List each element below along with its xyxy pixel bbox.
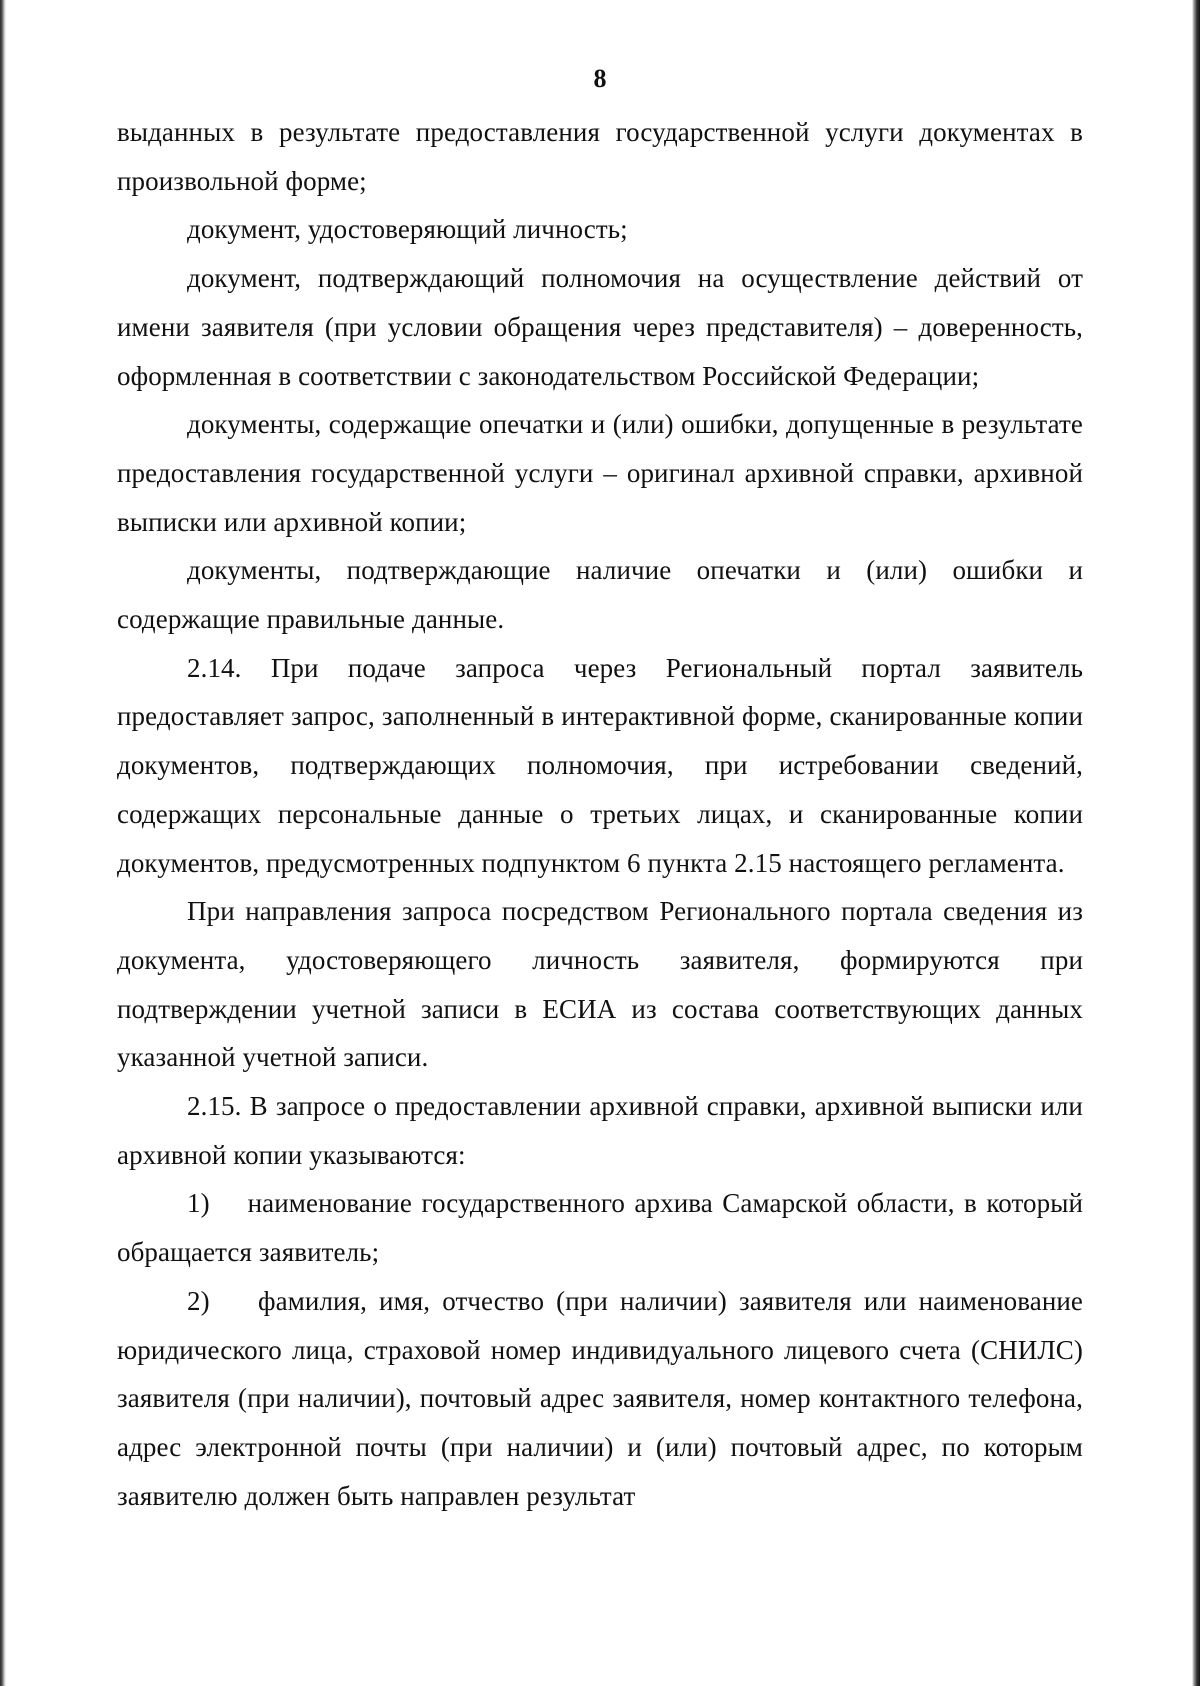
paragraph-2-15: 2.15. В запросе о предоставлении архивной справки, архивной выписки или архивной копии указываются: <box>117 1091 1083 1170</box>
list-item-1: 1) наименование государственного архива Самарской области, в который обращается заявитель; <box>117 1188 1090 1268</box>
paragraph-identity-document: документ, удостоверяющий личность; <box>187 214 628 245</box>
paragraph-2-14: 2.14. При подаче запроса через Региональный портал заявитель предоставляет запрос, заполненный в интерактивной форме, сканированные копии документов, подтверждающих полномочия, при истребовании сведений, содержащих персональные данные о третьих лицах, и сканированные копии документов, предусмотренных подпунктом 6 пункта 2.15 настоящего регламента. <box>117 652 1083 878</box>
page-number: 8 <box>593 64 607 93</box>
scan-left-edge <box>0 0 6 1686</box>
paragraph-esia: При направления запроса посредством Регионального портала сведения из документа, удостоверяющего личность заявителя, формируются при подтверждении учетной записи в ЕСИА из состава соответствующих данных указанной учетной записи. <box>117 896 1083 1073</box>
list-item-2: 2) фамилия, имя, отчество (при наличии) заявителя или наименование юридического лица, страховой номер индивидуального лицевого счета (СНИЛС) заявителя (при наличии), почтовый адрес заявителя, номер контактного телефона, адрес электронной почты (при наличии) и (или) почтовый адрес, по которым заявителю должен быть направлен результат <box>117 1285 1090 1511</box>
paragraph-power-of-attorney: документ, подтверждающий полномочия на осуществление действий от имени заявителя (при условии обращения через представителя) – доверенность, оформленная в соответствии с законодательством Российской Федерации; <box>117 263 1083 391</box>
paragraph-continuation: выданных в результате предоставления государственной услуги документах в произвольной форме; <box>117 117 1083 196</box>
paragraph-correct-data-documents: документы, подтверждающие наличие опечатки и (или) ошибки и содержащие правильные данные. <box>117 555 1083 635</box>
scan-right-edge <box>1192 0 1200 1686</box>
paragraph-erroneous-documents: документы, содержащие опечатки и (или) ошибки, допущенные в результате предоставления государственной услуги – оригинал архивной справки, архивной выписки или архивной копии; <box>117 409 1083 537</box>
document-body <box>117 108 1090 1520</box>
